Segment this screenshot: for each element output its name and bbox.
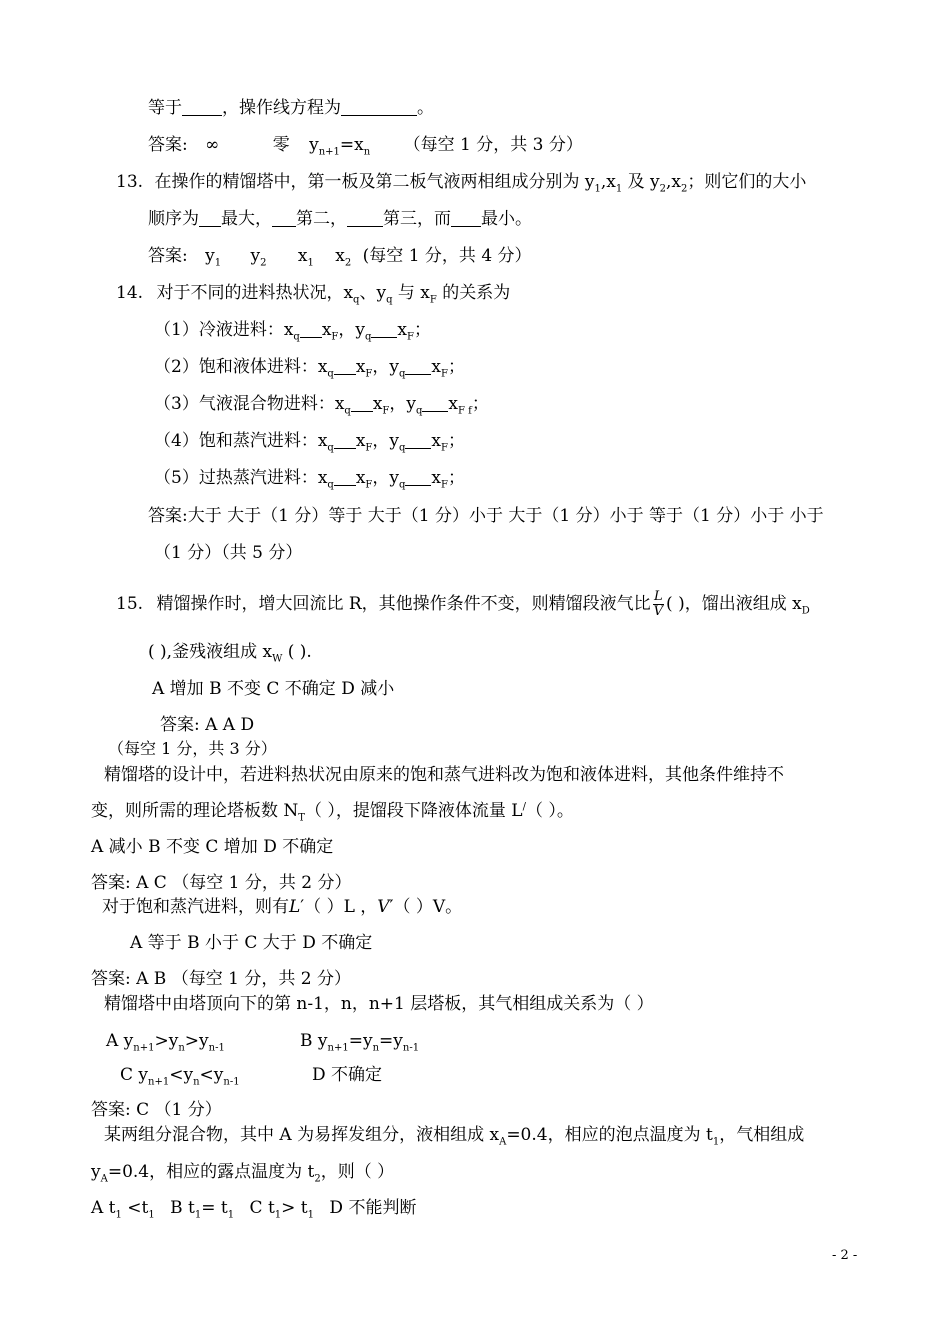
q14-answer: 答案:大于 大于（1 分）等于 大于（1 分）小于 大于（1 分）小于 等于（1 分）小于 小于 [148,506,824,526]
q14-item-5: （5）过热蒸汽进料：$x_q$ $x_F$，$y_q$ $x_F$； [154,468,465,491]
answer-label: 答案: [148,135,188,155]
q16-line2: 变，则所需的理论塔板数 $N_T$（ ），提馏段下降液体流量 L/（ ）。 [91,801,574,824]
question-number: 15. [116,594,144,614]
liquid-vapor-ratio-fraction: $\frac{L}{V}$ [653,589,664,619]
q15-score: （每空 1 分，共 3 分） [108,739,277,758]
q13-answer: 答案: $y_1$ $y_2$ $x_1$ $x_2$ (每空 1 分，共 4 分） [148,246,532,269]
question-17: 对于饱和蒸汽进料，则有L′（ ）L ，V′（ ）V。 [102,897,463,917]
q18-option-b: B $y_{n+1}=y_n=y_{n-1}$ [300,1031,420,1054]
blank [341,97,417,116]
answer-value: ∞ [205,135,220,155]
q17-answer: 答案: A B （每空 1 分，共 2 分） [91,969,351,989]
q19-options [91,1197,416,1219]
q18-option-c: C $y_{n+1}<y_n<y_{n-1}$ [120,1065,240,1088]
q15-line2: ( ),釜残液组成 $x_W$ ( ). [148,642,312,665]
q14-item-3: （3）气液混合物进料：$x_q$ $x_F$，$y_q$ $x_{F f}$； [154,394,489,417]
question-16: 精馏塔的设计中，若进料热状况由原来的饱和蒸气进料改为饱和液体进料，其他条件维持不 [104,765,784,785]
q19-line2: $y_A=0.4$，相应的露点温度为 $t_2$，则（ ） [91,1162,395,1185]
question-18: 精馏塔中由塔顶向下的第 n-1，n，n+1 层塔板，其气相组成关系为（ ） [104,994,654,1014]
q18-answer: 答案: C （1 分） [91,1100,222,1120]
q18-option-d: D 不确定 [312,1065,383,1085]
answer-value: $y_{n+1}=x_n$ [309,135,371,158]
q14-answer-score: （1 分）（共 5 分） [154,543,303,563]
question-19: 某两组分混合物，其中 A 为易挥发组分，液相组成 $x_A=0.4$，相应的泡点温度为 $t_1$，气相组成 [104,1125,805,1148]
q19-option-d: D 不能判断 [329,1198,417,1218]
question-number: 14. [116,283,144,303]
q19-option-b: B $t_1= t_1$ [170,1198,235,1221]
q15-answer: 答案: A A D [160,715,255,735]
q14-item-1: （1）冷液进料：$x_q$ $x_F$，$y_q$ $x_F$； [154,320,431,343]
text: ，操作线方程为 [222,98,341,118]
question-13 [116,171,806,193]
q19-option-a: A $t_1 <t_1$ [91,1198,155,1221]
question-number: 13. [116,172,144,192]
q15-options: A 增加 B 不变 C 不确定 D 减小 [152,679,395,699]
q14-item-2: （2）饱和液体进料：$x_q$ $x_F$，$y_q$ $x_F$； [154,357,465,380]
answer-label: 答案: [148,246,188,266]
q18-option-a: A $y_{n+1}>y_n>y_{n-1}$ [106,1031,225,1054]
text: 。 [417,98,434,118]
q16-options: A 减小 B 不变 C 增加 D 不确定 [91,837,334,857]
q19-option-c: C $t_1> t_1$ [249,1198,315,1221]
q12-answer [148,134,583,156]
q12-continuation [148,97,434,119]
answer-value: 零 [272,135,290,155]
score: (每空 1 分，共 4 分） [362,246,532,266]
question-14: 14. 对于不同的进料热状况，$x_q$、$y_q$ 与 $x_F$ 的关系为 [116,283,511,306]
question-15: 15. 精馏操作时，增大回流比 R，其他操作条件不变，则精馏段液气比 $\frac{L}{V}$ ( )，馏出液组成 $x_D$ [116,589,810,619]
question-text: 在操作的精馏塔中，第一板及第二板气液两相组成分别为 $y_1,x_1$ 及 $y_2,x_2$；则它们的大小 [154,172,807,195]
q14-item-4: （4）饱和蒸汽进料：$x_q$ $x_F$，$y_q$ $x_F$； [154,431,465,454]
score: （每空 1 分，共 3 分） [403,135,583,155]
page-number: - 2 - [832,1248,858,1263]
blank [182,97,222,116]
text: 等于 [148,98,182,118]
q16-answer: 答案: A C （每空 1 分，共 2 分） [91,873,352,893]
q17-options: A 等于 B 小于 C 大于 D 不确定 [130,933,373,953]
q13-line2: 顺序为 最大， 第二， 第三，而 最小。 [148,209,532,229]
